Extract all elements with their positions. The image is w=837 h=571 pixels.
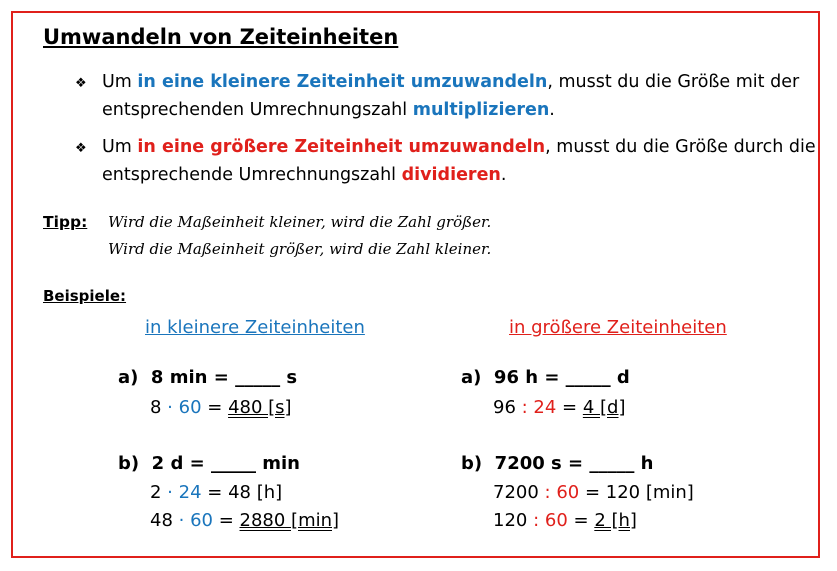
rule-emphasis: in eine größere Zeiteinheit umzuwandeln xyxy=(137,137,546,157)
calc-result: 480 [s] xyxy=(228,397,292,418)
rule-text: . xyxy=(549,100,555,120)
example-right-a-task xyxy=(461,367,630,388)
example-right-b-task xyxy=(461,453,653,474)
example-left-a-calc xyxy=(150,397,292,418)
example-left-b-task xyxy=(118,453,300,474)
rule-text: . xyxy=(500,165,507,185)
calc-result: 4 [d] xyxy=(582,397,626,418)
rule-text: Um xyxy=(102,137,138,157)
tip-line-1: Wird die Maßeinheit kleiner, wird die Zahl größer. xyxy=(108,213,492,231)
rule-text: , musst du die Größe mit der xyxy=(547,72,800,92)
tip-label: Tipp: xyxy=(43,213,88,231)
rule-verb: multiplizieren xyxy=(412,100,550,120)
calc-number: 120 xyxy=(493,510,528,531)
calc-operator: : 24 xyxy=(515,397,557,418)
calc-result: 2 [h] xyxy=(594,510,637,531)
calc-equals: = xyxy=(201,397,229,418)
calc-number: 48 xyxy=(150,510,173,531)
heading-smaller-units: in kleinere Zeiteinheiten xyxy=(145,317,365,338)
calc-operator: · 24 xyxy=(161,482,202,503)
calc-result: 120 [min] xyxy=(605,482,694,503)
calc-result: 48 [h] xyxy=(228,482,283,503)
calc-equals: = xyxy=(567,510,595,531)
heading-larger-units: in größere Zeiteinheiten xyxy=(509,317,727,338)
calc-equals: = xyxy=(579,482,606,503)
rule-multiply xyxy=(102,68,799,124)
example-right-b-calc-1 xyxy=(493,482,694,503)
example-label: a) xyxy=(118,367,139,388)
calc-operator: : 60 xyxy=(527,510,568,531)
calc-equals: = xyxy=(212,510,240,531)
calc-number: 96 xyxy=(493,397,516,418)
calc-operator: · 60 xyxy=(161,397,202,418)
example-left-b-calc-2 xyxy=(150,510,339,531)
example-task: 96 h = _____ d xyxy=(493,367,630,388)
example-label: a) xyxy=(461,367,482,388)
calc-equals: = xyxy=(201,482,229,503)
example-right-a-calc xyxy=(493,397,626,418)
example-left-b-calc-1 xyxy=(150,482,282,503)
example-task: 7200 s = _____ h xyxy=(494,453,654,474)
rule-text: , musst du die Größe durch die xyxy=(545,137,816,157)
example-task: 2 d = _____ min xyxy=(151,453,300,474)
calc-number: 2 xyxy=(150,482,162,503)
calc-number: 7200 xyxy=(493,482,539,503)
diamond-bullet-icon: ❖ xyxy=(75,76,87,91)
rule-text: entsprechende Umrechnungszahl xyxy=(102,165,402,185)
calc-operator: · 60 xyxy=(172,510,213,531)
tip-line-2: Wird die Maßeinheit größer, wird die Zahl kleiner. xyxy=(108,240,492,258)
diamond-bullet-icon: ❖ xyxy=(75,141,87,156)
example-right-b-calc-2 xyxy=(493,510,637,531)
rule-divide xyxy=(102,133,816,189)
calc-number: 8 xyxy=(150,397,162,418)
page-title: Umwandeln von Zeiteinheiten xyxy=(43,25,399,49)
rule-verb: dividieren xyxy=(401,165,501,185)
calc-equals: = xyxy=(556,397,583,418)
example-task: 8 min = _____ s xyxy=(150,367,298,388)
examples-label: Beispiele: xyxy=(43,287,127,305)
example-label: b) xyxy=(118,453,140,474)
calc-operator: : 60 xyxy=(538,482,580,503)
rule-emphasis: in eine kleinere Zeiteinheit umzuwandeln xyxy=(137,72,548,92)
example-left-a-task xyxy=(118,367,297,388)
rule-text: Um xyxy=(102,72,138,92)
example-label: b) xyxy=(461,453,483,474)
calc-result: 2880 [min] xyxy=(239,510,340,531)
rule-text: entsprechenden Umrechnungszahl xyxy=(102,100,413,120)
